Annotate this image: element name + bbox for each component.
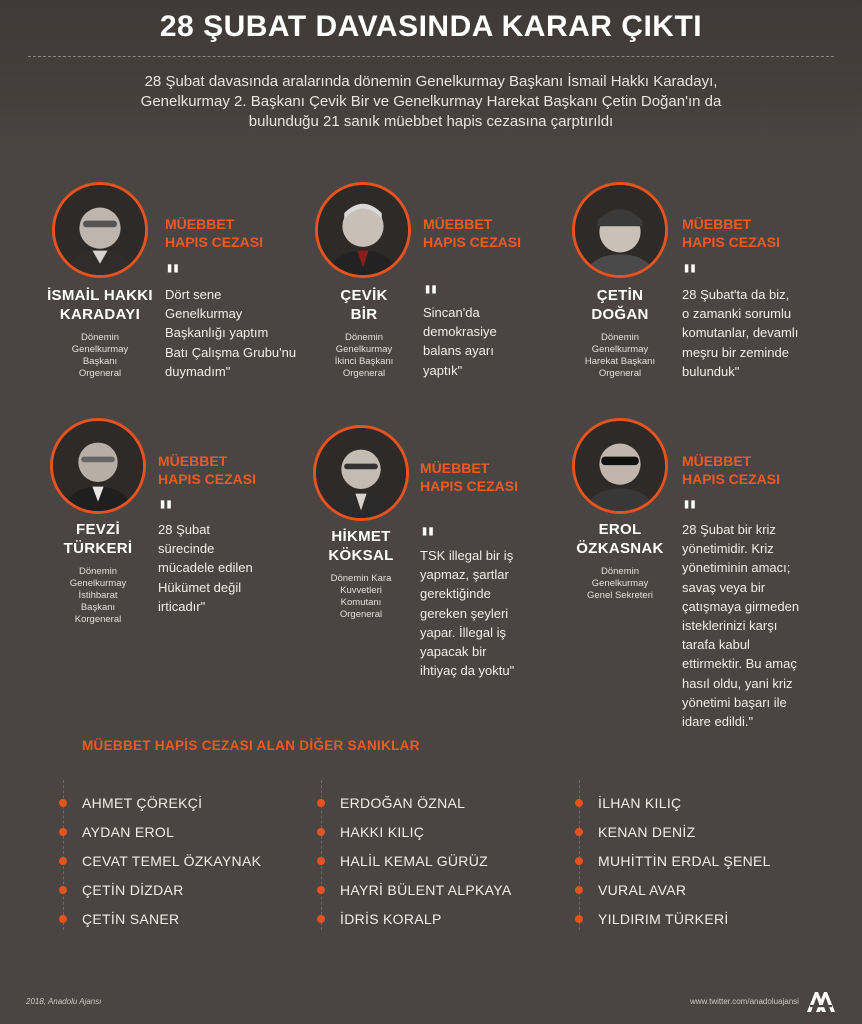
quote-line: balans ayarı (423, 343, 494, 359)
quote-line: yönetimidir. Kriz (682, 541, 774, 557)
profile-name-line: ÖZKASNAK (576, 540, 664, 557)
quote-line: irticadır" (158, 598, 206, 614)
timeline-dot-icon (59, 915, 67, 923)
verdict-line: HAPIS CEZASI (682, 471, 781, 487)
profile-role-line: Orgeneral (78, 368, 122, 379)
profile-role (302, 573, 420, 621)
quote-mark-icon: " (682, 495, 698, 530)
quote-line: 28 Şubat bir kriz (682, 522, 776, 537)
timeline-dot-icon (317, 857, 325, 865)
person-photo-icon (318, 185, 408, 275)
quote-mark-icon: " (682, 259, 698, 294)
quote-line: yapacak bir (420, 644, 487, 660)
profile-role-line: Genelkurmay (69, 578, 127, 589)
person-photo-icon (316, 428, 406, 518)
profile-role-line: Genelkurmay (335, 344, 393, 355)
quote-line: duymadım" (165, 363, 231, 379)
quote-line: Dört sene (165, 287, 222, 302)
quote-line: yapar. İllegal iş (420, 624, 506, 640)
quote-line: o zamanki sorumlu (682, 306, 792, 322)
quote-mark-icon: " (165, 259, 181, 294)
profile-quote (682, 285, 798, 381)
profile-quote (158, 520, 253, 616)
profile-quote (423, 303, 497, 380)
quote-line: Genelkurmay (165, 306, 243, 322)
profile-role-line: Orgeneral (339, 609, 383, 620)
timeline-dot-icon (317, 915, 325, 923)
profile-role-line: Dönemin (600, 332, 640, 343)
others-title: MÜEBBET HAPİS CEZASI ALAN DİĞER SANIKLAR (82, 738, 420, 753)
quote-line: idare edildi." (682, 714, 754, 730)
profile-name (40, 286, 160, 324)
defendant-name: ÇETİN DİZDAR (82, 882, 184, 898)
profile-role-line: Orgeneral (598, 368, 642, 379)
profile-role (40, 332, 160, 380)
profile-photo (315, 182, 411, 278)
profile-name-line: İSMAİL HAKKI (47, 287, 153, 304)
quote-line: ihtiyaç da yoktu" (420, 663, 515, 679)
profile-role-line: Komutanı (340, 597, 382, 608)
quote-line: savaş veya bir (682, 579, 766, 595)
profile-name-line: HİKMET (331, 528, 391, 545)
aa-logo-icon (805, 988, 835, 1014)
profile-role-line: Dönemin (344, 332, 384, 343)
profile-name-line: KÖKSAL (328, 547, 394, 564)
defendant-name: AYDAN EROL (82, 824, 175, 840)
verdict-line: HAPIS CEZASI (682, 234, 781, 250)
quote-line: yapmaz, şartlar (420, 567, 509, 583)
verdict-line: HAPIS CEZASI (420, 478, 519, 494)
profile-role (560, 332, 680, 380)
verdict-label (158, 452, 256, 488)
quote-line: Başkanlığı yaptım (165, 325, 269, 341)
profile-role-line: Genel Sekreteri (586, 590, 653, 601)
profile-name (560, 286, 680, 324)
profile-name-line: DOĞAN (591, 306, 649, 323)
profile-role (40, 566, 156, 626)
quote-line: yönetimi başarı ile (682, 694, 787, 710)
profile-name (560, 520, 680, 558)
timeline-dot-icon (59, 886, 67, 894)
verdict-label (423, 215, 521, 251)
profile-role-line: Harekat Başkanı (584, 356, 656, 367)
timeline-dot-icon (575, 799, 583, 807)
defendant-name: MUHİTTİN ERDAL ŞENEL (598, 853, 771, 869)
person-photo-icon (575, 421, 665, 511)
profile-photo (50, 418, 146, 514)
quote-line: Batı Çalışma Grubu'nu (165, 344, 297, 360)
profile-role-line: Başkanı (82, 356, 118, 367)
timeline-dot-icon (317, 828, 325, 836)
profile-name-line: KARADAYI (59, 306, 141, 323)
defendant-name: İDRİS KORALP (340, 911, 442, 927)
verdict-line: MÜEBBET (420, 460, 490, 476)
quote-line: gerektiğinde (420, 586, 491, 602)
intro-line: 28 Şubat davasında aralarında dönemin Genelkurmay Başkanı İsmail Hakkı Karadayı, (144, 73, 718, 90)
verdict-line: MÜEBBET (158, 453, 228, 469)
profile-role-line: Kuvvetleri (340, 585, 382, 596)
profile-quote (420, 546, 514, 680)
intro-line: bulunduğu 21 sanık müebbet hapis cezasına çarptırıldı (248, 113, 614, 130)
verdict-line: MÜEBBET (682, 216, 752, 232)
quote-line: çatışmaya girmeden (682, 598, 800, 614)
timeline-dot-icon (59, 857, 67, 865)
verdict-label (682, 452, 780, 488)
defendant-name: ERDOĞAN ÖZNAL (340, 795, 466, 811)
profile-role-line: Dönemin (80, 332, 120, 343)
profile-name-line: TÜRKERİ (63, 540, 133, 557)
profile-name-line: EROL (598, 521, 642, 538)
defendant-name: ÇETİN SANER (82, 911, 180, 927)
quote-line: Sincan'da (423, 305, 480, 320)
verdict-line: MÜEBBET (682, 453, 752, 469)
timeline-dot-icon (59, 799, 67, 807)
profile-name-line: ÇEVİK (340, 287, 388, 304)
quote-line: TSK illegal bir iş (420, 548, 514, 563)
profile-role-line: Dönemin Kara (330, 573, 392, 584)
quote-line: 28 Şubat (158, 522, 211, 537)
quote-line: 28 Şubat'ta da biz, (682, 287, 790, 302)
defendant-name: HALİL KEMAL GÜRÜZ (340, 853, 488, 869)
profile-role-line: Genelkurmay (591, 578, 649, 589)
quote-line: isteklerinizi karşı (682, 618, 778, 634)
timeline-dot-icon (575, 828, 583, 836)
person-photo-icon (575, 185, 665, 275)
profile-name-line: BİR (350, 306, 378, 323)
quote-line: sürecinde (158, 541, 215, 557)
timeline-dot-icon (59, 828, 67, 836)
profile-role-line: İkinci Başkanı (334, 356, 394, 367)
defendant-name: AHMET ÇÖREKÇİ (82, 795, 203, 811)
profile-quote (165, 285, 296, 381)
defendant-name: HAKKI KILIÇ (340, 824, 425, 840)
person-photo-icon (53, 421, 143, 511)
timeline-dot-icon (317, 886, 325, 894)
title-divider (28, 56, 834, 57)
quote-line: gereken şeyleri (420, 605, 509, 621)
profile-name-line: FEVZİ (75, 521, 120, 538)
profile-role-line: Orgeneral (342, 368, 386, 379)
page-title: 28 ŞUBAT DAVASINDA KARAR ÇIKTI (159, 10, 703, 43)
timeline-dot-icon (575, 915, 583, 923)
person-photo-icon (55, 185, 145, 275)
profile-role-line: Dönemin (78, 566, 118, 577)
verdict-line: HAPIS CEZASI (158, 471, 257, 487)
profile-role-line: Genelkurmay (591, 344, 649, 355)
profile-photo (572, 182, 668, 278)
profile-name (40, 520, 156, 558)
verdict-line: HAPIS CEZASI (423, 234, 522, 250)
quote-line: mücadele edilen (158, 560, 253, 576)
defendant-name: CEVAT TEMEL ÖZKAYNAK (82, 853, 262, 869)
quote-mark-icon: " (420, 522, 436, 557)
profile-photo (572, 418, 668, 514)
profile-name (305, 286, 423, 324)
verdict-label (165, 215, 263, 251)
quote-line: yönetiminin amacı; (682, 560, 791, 576)
quote-line: ettirmektir. Bu amaç (682, 656, 797, 672)
verdict-label (420, 459, 518, 495)
verdict-line: MÜEBBET (165, 216, 235, 232)
footer-credit: 2018, Anadolu Ajansı (26, 997, 102, 1006)
defendant-name: İLHAN KILIÇ (598, 795, 682, 811)
quote-line: tarafa kabul (682, 637, 750, 653)
profile-role (305, 332, 423, 380)
verdict-line: HAPIS CEZASI (165, 234, 264, 250)
quote-line: meşru bir zeminde (682, 344, 789, 360)
verdict-line: MÜEBBET (423, 216, 493, 232)
quote-line: komutanlar, devamlı (682, 325, 799, 341)
timeline-dot-icon (575, 886, 583, 894)
profile-photo (313, 425, 409, 521)
quote-mark-icon: " (158, 495, 174, 530)
quote-mark-icon: " (423, 280, 439, 315)
defendant-name: HAYRİ BÜLENT ALPKAYA (340, 882, 512, 898)
profile-role-line: Korgeneral (74, 614, 122, 625)
intro-line: Genelkurmay 2. Başkanı Çevik Bir ve Genelkurmay Harekat Başkanı Çetin Doğan'ın da (140, 93, 722, 110)
defendant-name: KENAN DENİZ (598, 824, 696, 840)
timeline-dot-icon (317, 799, 325, 807)
profile-name (302, 527, 420, 565)
verdict-label (682, 215, 780, 251)
profile-role-line: Dönemin (600, 566, 640, 577)
footer-url[interactable]: www.twitter.com/anadoluajansi (690, 997, 799, 1006)
profile-role-line: Başkanı (80, 602, 116, 613)
quote-line: demokrasiye (423, 324, 497, 340)
profile-role-line: Genelkurmay (71, 344, 129, 355)
defendant-name: YILDIRIM TÜRKERİ (598, 911, 729, 927)
quote-line: yaptık" (423, 362, 463, 378)
defendant-name: VURAL AVAR (598, 882, 687, 898)
timeline-dot-icon (575, 857, 583, 865)
profile-role (560, 566, 680, 602)
quote-line: Hükümet değil (158, 579, 242, 595)
intro-text (100, 72, 762, 132)
profile-name-line: ÇETİN (596, 287, 644, 304)
quote-line: bulunduk" (682, 363, 740, 379)
profile-role-line: İstihbarat (78, 590, 118, 601)
profile-quote (682, 520, 799, 731)
quote-line: hasıl oldu, yani kriz (682, 675, 793, 691)
profile-photo (52, 182, 148, 278)
